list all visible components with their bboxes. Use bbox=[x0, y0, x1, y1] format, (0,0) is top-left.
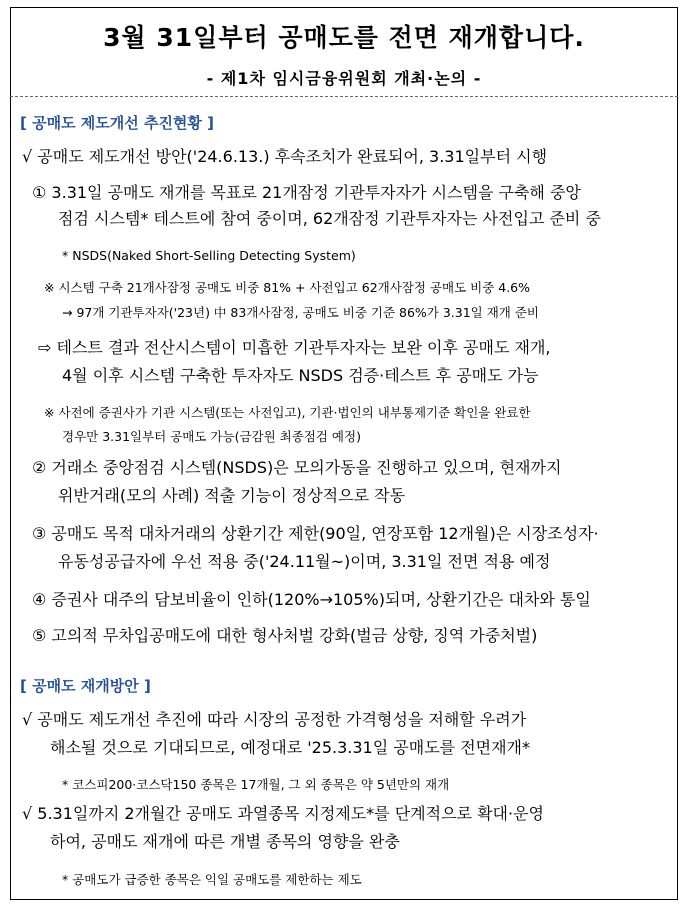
item-1-line-2: 점검 시스템* 테스트에 참여 중이며, 62개잠정 기관투자자는 사전입고 준비 중 bbox=[58, 209, 601, 228]
item-5: ⑤ 고의적 무차입공매도에 대한 형사처벌 강화(벌금 상향, 징역 가중처벌) bbox=[32, 626, 538, 645]
note-nsds: * NSDS(Naked Short-Selling Detecting System) bbox=[62, 248, 356, 263]
note-kospi: * 코스피200·코스닥150 종목은 17개월, 그 외 종목은 약 5년만의 재개 bbox=[62, 777, 450, 792]
note-overheat: * 공매도가 급증한 종목은 익일 공매도를 제한하는 제도 bbox=[62, 872, 362, 887]
resume-bullet-2-line-2: 하여, 공매도 재개에 따른 개별 종목의 영향을 완충 bbox=[50, 832, 400, 851]
section-heading-resume: [ 공매도 재개방안 ] bbox=[20, 677, 151, 695]
document-frame bbox=[10, 7, 678, 900]
item-2-line-1: ② 거래소 중앙점검 시스템(NSDS)은 모의가동을 진행하고 있으며, 현재까지 bbox=[32, 458, 562, 477]
note-prereq-line-2: 경우만 3.31일부터 공매도 가능(금감원 최종점검 예정) bbox=[62, 429, 361, 444]
arrow-line-1: ⇨ 테스트 결과 전산시스템이 미흡한 기관투자자는 보완 이후 공매도 재개, bbox=[38, 338, 551, 357]
resume-bullet-2-line-1: √ 5.31일까지 2개월간 공매도 과열종목 지정제도*를 단계적으로 확대·운영 bbox=[22, 804, 545, 823]
resume-bullet-1-line-1: √ 공매도 제도개선 추진에 따라 시장의 공정한 가격형성을 저해할 우려가 bbox=[22, 710, 527, 729]
arrow-line-2: 4월 이후 시스템 구축한 투자자도 NSDS 검증·테스트 후 공매도 가능 bbox=[62, 366, 539, 385]
note-system-line-2: → 97개 기관투자자('23년) 中 83개사잠정, 공매도 비중 기준 86%가 3.31일 재개 준비 bbox=[62, 305, 539, 320]
resume-bullet-1-line-2: 해소될 것으로 기대되므로, 예정대로 '25.3.31일 공매도를 전면재개* bbox=[50, 738, 531, 757]
section-heading-status: [ 공매도 제도개선 추진현황 ] bbox=[20, 114, 214, 132]
divider bbox=[10, 96, 678, 97]
item-3-line-1: ③ 공매도 목적 대차거래의 상환기간 제한(90일, 연장포함 12개월)은 시장조성자· bbox=[32, 524, 599, 543]
note-prereq-line-1: ※ 사전에 증권사가 기관 시스템(또는 사전입고), 기관·법인의 내부통제기준 확인을 완료한 bbox=[44, 405, 531, 420]
page-subtitle: - 제1차 임시금융위원회 개최·논의 - bbox=[206, 69, 482, 88]
item-2-line-2: 위반거래(모의 사례) 적출 기능이 정상적으로 작동 bbox=[58, 486, 406, 505]
item-1-line-1: ① 3.31일 공매도 재개를 목표로 21개잠정 기관투자자가 시스템을 구축해 중앙 bbox=[32, 183, 581, 202]
page-title: 3월 31일부터 공매도를 전면 재개합니다. bbox=[103, 23, 585, 52]
note-system-line-1: ※ 시스템 구축 21개사잠정 공매도 비중 81% + 사전입고 62개사잠정 공매도 비중 4.6% bbox=[44, 280, 531, 295]
lead-bullet: √ 공매도 제도개선 방안('24.6.13.) 후속조치가 완료되어, 3.31일부터 시행 bbox=[22, 147, 548, 166]
item-4: ④ 증권사 대주의 담보비율이 인하(120%→105%)되며, 상환기간은 대차와 통일 bbox=[32, 590, 591, 609]
item-3-line-2: 유동성공급자에 우선 적용 중('24.11월~)이며, 3.31일 전면 적용 예정 bbox=[58, 552, 551, 571]
